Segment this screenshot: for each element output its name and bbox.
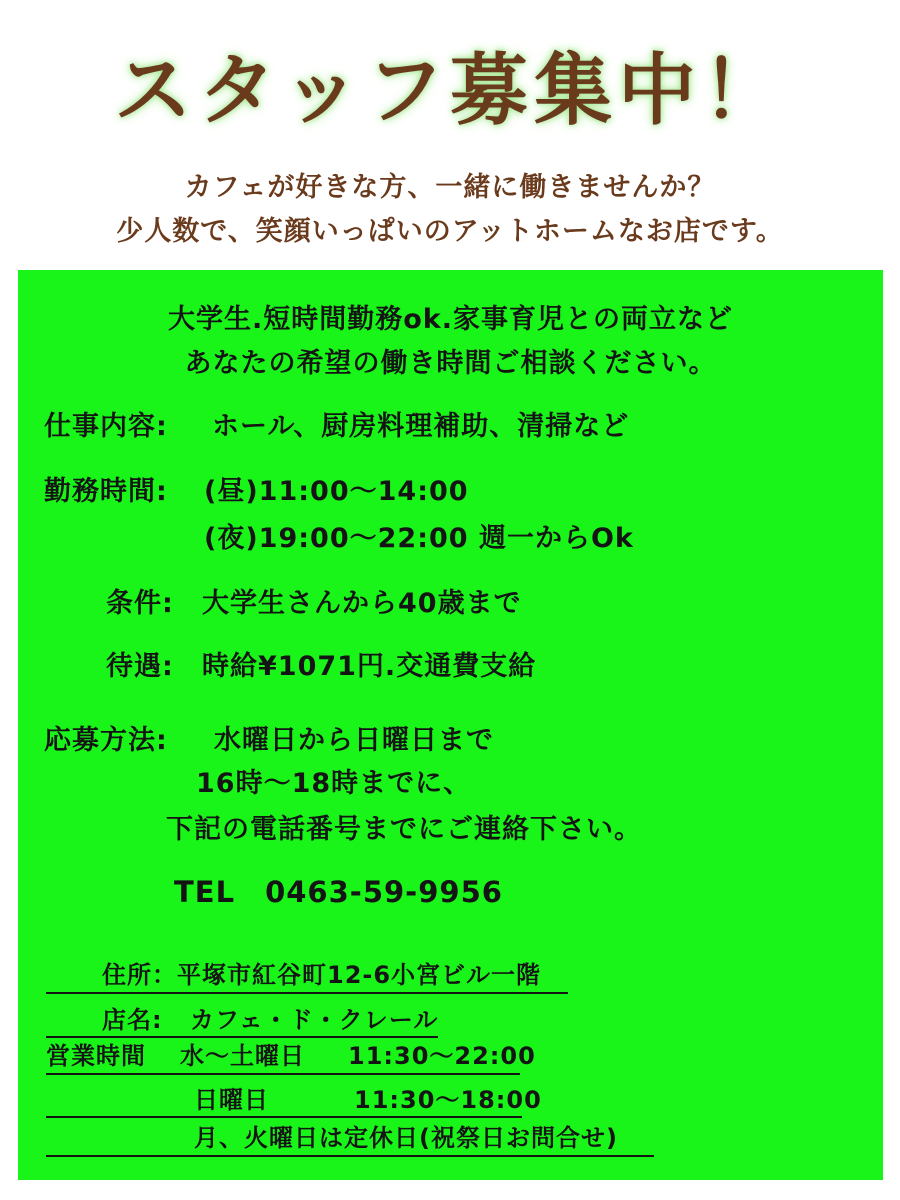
underline-closed-days [46, 1155, 654, 1157]
conditions-label: 条件: [106, 588, 174, 619]
phone-number: TEL 0463-59-9956 [174, 875, 503, 909]
job-info-panel [18, 270, 883, 1180]
page-title: スタッフ募集中！ [113, 46, 786, 136]
subtitle-line-1: カフェが好きな方、一緒に働きませんか？ [184, 172, 716, 203]
underline-sunday-hours [46, 1116, 522, 1118]
shop-name-value: カフェ・ド・クレール [190, 1006, 439, 1034]
subtitle-line-2: 少人数で、笑顔いっぱいのアットホームなお店です。 [116, 216, 784, 247]
weekday-days: 水〜土曜日 [180, 1042, 305, 1070]
apply-line-1: 水曜日から日曜日まで [214, 725, 494, 756]
business-hours-label: 営業時間 [46, 1042, 146, 1070]
closed-days: 月、火曜日は定休日(祝祭日お問合せ) [194, 1124, 618, 1152]
pay-label: 待遇: [106, 651, 174, 682]
pay-value: 時給¥1071円.交通費支給 [202, 651, 537, 682]
shop-address: 住所：平塚市紅谷町12-6小宮ビル一階 [102, 961, 542, 989]
conditions-value: 大学生さんから40歳まで [202, 588, 522, 619]
apply-line-2: 16時〜18時までに、 [196, 768, 472, 799]
apply-line-3: 下記の電話番号までにご連絡下さい。 [166, 814, 642, 845]
work-hours-night: (夜)19:00〜22:00 週一からOk [204, 523, 634, 554]
underline-address [46, 992, 568, 994]
work-hours-label: 勤務時間: [44, 476, 168, 507]
underline-weekday-hours [46, 1073, 520, 1075]
underline-shop-name [46, 1036, 438, 1038]
sunday-days: 日曜日 [194, 1086, 269, 1114]
sunday-time: 11:30〜18:00 [354, 1086, 542, 1114]
apply-method-label: 応募方法: [44, 725, 168, 756]
intro-line-1: 大学生.短時間勤務ok.家事育児との両立など [167, 304, 734, 335]
weekday-time: 11:30〜22:00 [348, 1042, 536, 1070]
intro-line-2: あなたの希望の働き時間ご相談ください。 [184, 348, 717, 379]
shop-name-label: 店名: [102, 1006, 163, 1034]
job-content-value: ホール、厨房料理補助、清掃など [212, 411, 630, 442]
job-content-label: 仕事内容: [44, 411, 168, 442]
work-hours-day: (昼)11:00〜14:00 [204, 476, 469, 507]
